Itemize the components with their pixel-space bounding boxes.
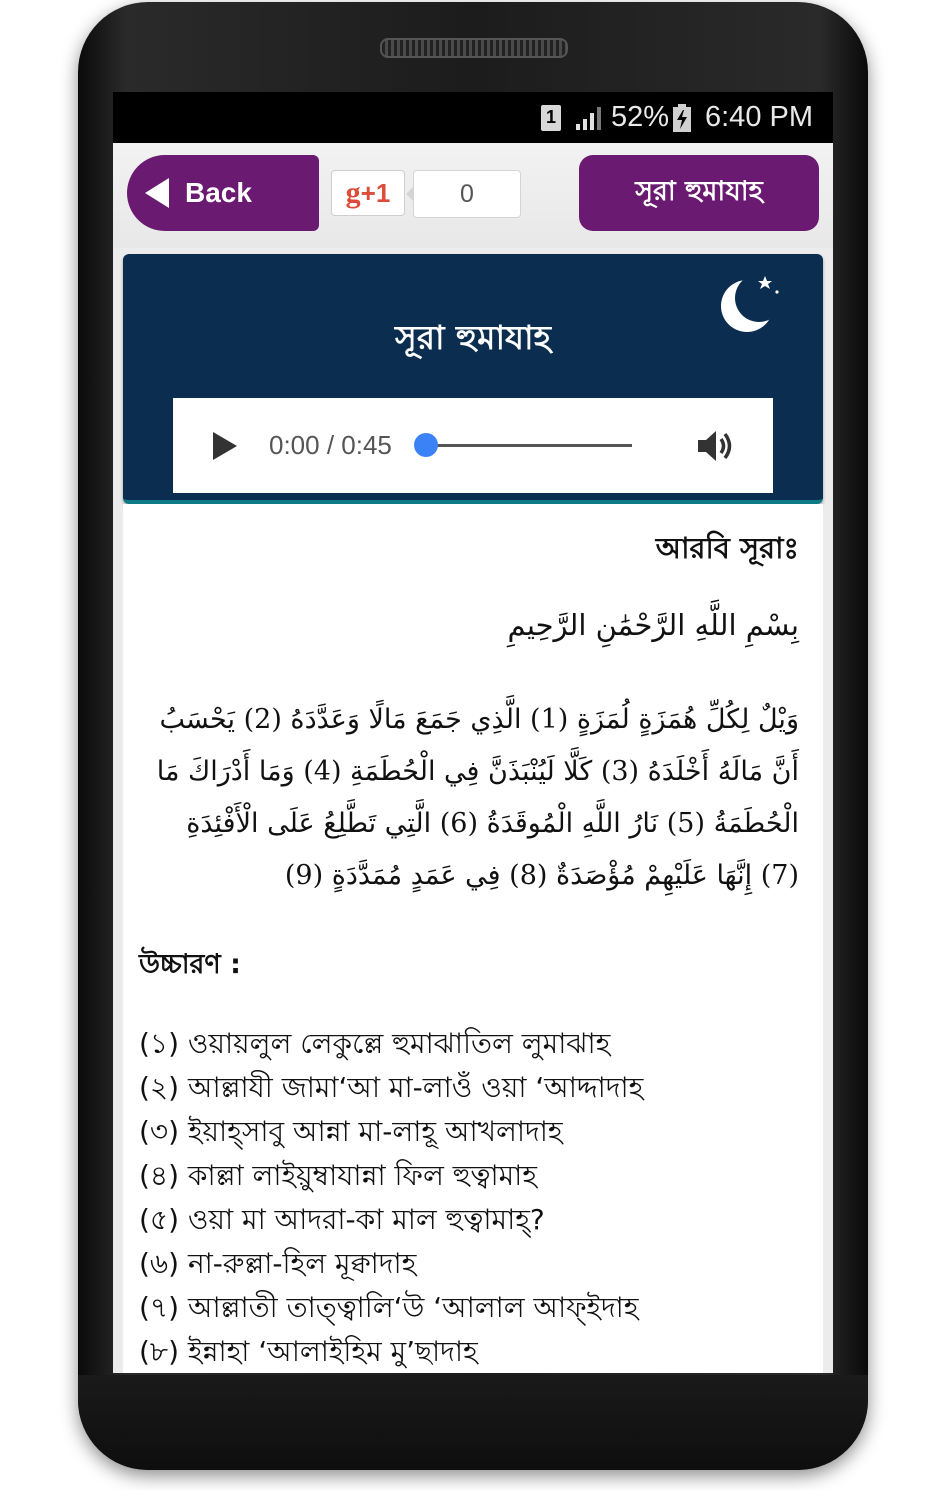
gplus-plus: +1 — [360, 177, 391, 208]
surah-title-button[interactable]: সূরা হুমাযাহ — [579, 155, 819, 231]
pronunciation-line: (৪) কাল্লা লাইয়ুম্বাযান্না ফিল হুত্বামাহ — [139, 1159, 537, 1192]
google-plus-one-button[interactable] — [331, 170, 405, 216]
pronunciation-line: (৫) ওয়া মা আদরা-কা মাল হুত্বামাহ্? — [139, 1203, 545, 1236]
battery-percent: 52% — [610, 101, 669, 133]
back-arrow-icon — [145, 178, 169, 208]
clock: 6:40 PM — [705, 101, 813, 133]
seek-knob[interactable] — [414, 433, 438, 457]
pronunciation-line: (১) ওয়ায়লুল লেকুল্লে হুমাঝাতিল লুমাঝাহ — [139, 1027, 611, 1060]
phone-chin — [78, 1375, 868, 1470]
pronunciation-heading: উচ্চারণ : — [139, 949, 241, 980]
surah-title: সূরা হুমাযাহ — [395, 318, 551, 357]
back-button[interactable] — [127, 155, 319, 231]
volume-icon[interactable] — [694, 425, 736, 467]
gplus-count: 0 — [413, 170, 521, 218]
arabic-surah-heading: আরবি সূরাঃ — [655, 531, 799, 565]
screen — [113, 92, 833, 1373]
back-button-label: Back — [185, 177, 252, 208]
surah-header-card — [123, 254, 823, 504]
pronunciation-line: (৬) না-রুল্লা-হিল মূক্বাদাহ — [139, 1247, 417, 1280]
pronunciation-line: (২) আল্লাযী জামা‘আ মা-লাওঁ ওয়া ‘আদ্দাদাহ — [139, 1071, 644, 1104]
sim-icon: 1 — [541, 105, 561, 131]
arabic-surah-text: وَيْلٌ لِكُلِّ هُمَزَةٍ لُمَزَةٍ (1) الَّذِي جَمَعَ مَالًا وَعَدَّدَهُ (2) يَحْسَبُ أَنَّ مَالَهُ أَخْلَدَهُ (3) كَلَّا لَيُنْبَذَنَّ فِي الْحُطَمَةِ (4) وَمَا أَدْرَاكَ مَا الْحُطَمَةُ (5) نَارُ اللَّهِ الْمُوقَدَةُ (6) الَّتِي تَطَّلِعُ عَلَى الْأَفْئِدَةِ (7) إِنَّهَا عَلَيْهِمْ مُؤْصَدَةٌ (8) فِي عَمَدٍ مُمَدَّدَةٍ (9) — [156, 704, 799, 891]
audio-player — [173, 398, 773, 493]
pronunciation-line: (৩) ইয়াহ্‌সাবু আন্না মা-লাহূ আখলাদাহ — [139, 1115, 563, 1148]
pronunciation-line: (৮) ইন্নাহা ‘আলাইহিম মু’ছাদাহ — [139, 1335, 478, 1368]
play-icon[interactable] — [213, 432, 237, 460]
speaker-grille — [380, 38, 568, 58]
pronunciation-list — [139, 1022, 643, 1373]
surah-content — [123, 504, 823, 1373]
audio-time: 0:00 / 0:45 — [269, 430, 392, 460]
battery-charging-icon — [673, 104, 691, 132]
bismillah-text: بِسْمِ اللَّهِ الرَّحْمَٰنِ الرَّحِيمِ — [507, 608, 799, 642]
status-bar — [113, 92, 833, 143]
pronunciation-line: (৭) আল্লাতী তাত্ত্বালি‘উ ‘আলাল আফ্‌ইদাহ — [139, 1291, 639, 1324]
signal-icon — [575, 105, 603, 131]
gplus-g: g — [345, 176, 361, 209]
audio-seek-bar[interactable] — [416, 444, 632, 447]
top-toolbar — [113, 143, 833, 248]
